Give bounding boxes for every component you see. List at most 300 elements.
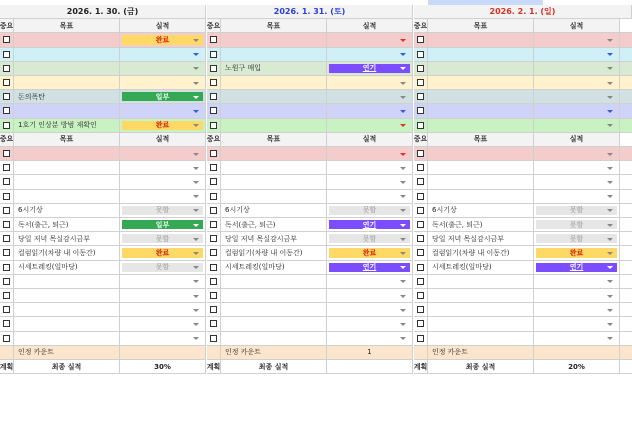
importance-cell (0, 317, 14, 330)
result-dropdown[interactable] (327, 161, 413, 174)
result-dropdown[interactable] (327, 175, 413, 188)
importance-checkbox[interactable] (417, 292, 424, 299)
importance-checkbox[interactable] (210, 122, 217, 129)
chevron-down-icon (607, 280, 613, 283)
goal-cell[interactable] (221, 147, 327, 160)
result-dropdown[interactable] (120, 289, 206, 302)
result-dropdown[interactable] (120, 332, 206, 345)
chevron-down-icon (400, 153, 406, 156)
importance-checkbox[interactable] (417, 306, 424, 313)
chevron-down-icon (400, 181, 406, 184)
importance-cell (0, 232, 14, 245)
goal-cell[interactable] (221, 261, 327, 274)
result-dropdown[interactable] (120, 62, 206, 75)
header-goal: 목표 (428, 19, 534, 32)
importance-cell (0, 161, 14, 174)
importance-checkbox[interactable] (417, 249, 424, 256)
importance-cell (0, 204, 14, 217)
goal-cell[interactable] (14, 90, 120, 103)
goal-row (207, 289, 413, 303)
goal-cell[interactable] (221, 161, 327, 174)
result-dropdown[interactable] (120, 48, 206, 61)
plan-label: 계획 (414, 360, 428, 373)
goal-cell[interactable] (221, 317, 327, 330)
importance-checkbox[interactable] (417, 93, 424, 100)
goal-row (0, 246, 206, 260)
importance-checkbox[interactable] (3, 164, 10, 171)
goal-cell[interactable] (428, 218, 534, 231)
importance-checkbox[interactable] (3, 320, 10, 327)
result-dropdown[interactable] (534, 332, 620, 345)
importance-checkbox[interactable] (3, 107, 10, 114)
importance-cell (414, 175, 428, 188)
chevron-down-icon (193, 110, 199, 113)
result-dropdown[interactable] (534, 62, 620, 75)
chevron-down-icon (607, 167, 613, 170)
importance-checkbox[interactable] (210, 235, 217, 242)
result-dropdown[interactable] (534, 275, 620, 288)
chevron-down-icon (607, 82, 613, 85)
importance-checkbox[interactable] (417, 335, 424, 342)
result-dropdown[interactable] (120, 119, 206, 132)
importance-checkbox[interactable] (417, 79, 424, 86)
goal-cell[interactable] (14, 261, 120, 274)
importance-checkbox[interactable] (3, 207, 10, 214)
goal-cell[interactable] (221, 275, 327, 288)
column-header-row (0, 19, 206, 33)
importance-checkbox[interactable] (3, 36, 10, 43)
goal-cell[interactable] (221, 204, 327, 217)
chevron-down-icon (400, 337, 406, 340)
importance-checkbox[interactable] (210, 164, 217, 171)
result-status-badge (329, 263, 410, 272)
goal-cell[interactable] (14, 204, 120, 217)
importance-checkbox[interactable] (210, 65, 217, 72)
goal-cell[interactable] (221, 104, 327, 117)
result-dropdown[interactable] (327, 33, 413, 46)
result-dropdown[interactable] (534, 33, 620, 46)
importance-cell (414, 261, 428, 274)
importance-checkbox[interactable] (417, 193, 424, 200)
chevron-down-icon (607, 323, 613, 326)
importance-checkbox[interactable] (3, 292, 10, 299)
goal-cell[interactable] (428, 161, 534, 174)
importance-checkbox[interactable] (210, 320, 217, 327)
result-text: 연기 (362, 64, 377, 73)
count-value (120, 346, 206, 359)
importance-cell (414, 246, 428, 259)
result-dropdown[interactable] (120, 33, 206, 46)
result-dropdown[interactable] (327, 90, 413, 103)
importance-cell (414, 204, 428, 217)
result-dropdown[interactable] (534, 317, 620, 330)
chevron-down-icon (193, 96, 199, 99)
importance-checkbox[interactable] (210, 278, 217, 285)
goal-row (414, 76, 632, 90)
goal-cell[interactable] (14, 119, 120, 132)
goal-cell[interactable] (14, 190, 120, 203)
goal-row (414, 175, 632, 189)
result-dropdown[interactable] (327, 147, 413, 160)
importance-checkbox[interactable] (417, 178, 424, 185)
goal-cell[interactable] (221, 119, 327, 132)
result-dropdown[interactable] (120, 104, 206, 117)
chevron-down-icon (193, 181, 199, 184)
result-dropdown[interactable] (534, 303, 620, 316)
result-dropdown[interactable] (534, 76, 620, 89)
count-row (0, 346, 206, 360)
result-dropdown[interactable] (120, 275, 206, 288)
goal-cell[interactable] (221, 62, 327, 75)
goal-cell[interactable] (428, 48, 534, 61)
result-dropdown[interactable] (120, 175, 206, 188)
result-text: 연기 (362, 263, 377, 272)
result-dropdown[interactable] (120, 317, 206, 330)
goal-row (207, 275, 413, 289)
result-dropdown[interactable] (534, 204, 620, 217)
final-result-row (0, 360, 206, 374)
importance-checkbox[interactable] (210, 249, 217, 256)
goal-cell[interactable] (428, 76, 534, 89)
result-dropdown[interactable] (327, 218, 413, 231)
result-dropdown[interactable] (327, 48, 413, 61)
result-dropdown[interactable] (534, 119, 620, 132)
result-dropdown[interactable] (327, 232, 413, 245)
importance-checkbox[interactable] (417, 221, 424, 228)
chevron-down-icon (400, 224, 406, 227)
importance-cell (207, 161, 221, 174)
importance-cell (414, 317, 428, 330)
goal-cell[interactable] (14, 175, 120, 188)
goal-row (0, 104, 206, 118)
result-status-badge (536, 206, 617, 215)
importance-checkbox[interactable] (3, 178, 10, 185)
result-dropdown[interactable] (534, 232, 620, 245)
goal-cell[interactable] (428, 332, 534, 345)
goal-row (207, 204, 413, 218)
goal-row (414, 90, 632, 104)
importance-cell (414, 190, 428, 203)
goal-cell[interactable] (14, 104, 120, 117)
result-dropdown[interactable] (327, 119, 413, 132)
importance-cell (207, 289, 221, 302)
goal-cell[interactable] (428, 261, 534, 274)
goal-text: 컬럼읽기(차량 내 이동간) (18, 248, 96, 257)
chevron-down-icon (400, 96, 406, 99)
goal-row (414, 317, 632, 331)
goal-row (207, 33, 413, 47)
goal-cell[interactable] (428, 119, 534, 132)
goal-row (0, 303, 206, 317)
importance-checkbox[interactable] (210, 193, 217, 200)
date-row (414, 5, 632, 19)
goal-cell[interactable] (14, 218, 120, 231)
result-text: 못함 (569, 234, 584, 243)
chevron-down-icon (607, 124, 613, 127)
result-dropdown[interactable] (534, 90, 620, 103)
goal-text: 독서(출근, 퇴근) (225, 220, 276, 229)
importance-checkbox[interactable] (210, 264, 217, 271)
final-label: 최종 실적 (221, 360, 327, 373)
goal-cell[interactable] (428, 232, 534, 245)
importance-checkbox[interactable] (3, 264, 10, 271)
goal-row (207, 119, 413, 133)
importance-checkbox[interactable] (210, 221, 217, 228)
result-dropdown[interactable] (534, 246, 620, 259)
goal-row (207, 261, 413, 275)
importance-checkbox[interactable] (417, 36, 424, 43)
result-dropdown[interactable] (327, 76, 413, 89)
importance-checkbox[interactable] (417, 122, 424, 129)
goal-cell[interactable] (428, 175, 534, 188)
goal-cell[interactable] (428, 204, 534, 217)
importance-cell (414, 62, 428, 75)
result-text: 못함 (155, 263, 170, 272)
result-dropdown[interactable] (327, 332, 413, 345)
chevron-down-icon (193, 153, 199, 156)
result-dropdown[interactable] (534, 147, 620, 160)
result-dropdown[interactable] (327, 289, 413, 302)
importance-checkbox[interactable] (210, 107, 217, 114)
count-label: 인정 카운트 (14, 346, 120, 359)
result-dropdown[interactable] (534, 261, 620, 274)
importance-checkbox[interactable] (417, 235, 424, 242)
count-spacer (207, 346, 221, 359)
chevron-down-icon (193, 39, 199, 42)
result-dropdown[interactable] (327, 317, 413, 330)
importance-checkbox[interactable] (210, 93, 217, 100)
goal-cell[interactable] (221, 48, 327, 61)
goal-cell[interactable] (14, 246, 120, 259)
goal-row (414, 246, 632, 260)
chevron-down-icon (400, 167, 406, 170)
importance-checkbox[interactable] (210, 79, 217, 86)
result-dropdown[interactable] (327, 190, 413, 203)
result-status-badge (536, 263, 617, 272)
goal-cell[interactable] (428, 317, 534, 330)
goal-cell[interactable] (14, 62, 120, 75)
goal-cell[interactable] (14, 317, 120, 330)
result-dropdown[interactable] (120, 218, 206, 231)
importance-checkbox[interactable] (417, 320, 424, 327)
goal-text: 당일 저녁 목실감시금부 (18, 234, 91, 243)
result-dropdown[interactable] (120, 90, 206, 103)
goal-cell[interactable] (428, 289, 534, 302)
importance-checkbox[interactable] (3, 235, 10, 242)
result-status-badge (122, 35, 203, 44)
result-dropdown[interactable] (120, 303, 206, 316)
chevron-down-icon (193, 252, 199, 255)
goal-cell[interactable] (14, 232, 120, 245)
chevron-down-icon (607, 110, 613, 113)
chevron-down-icon (607, 195, 613, 198)
result-dropdown[interactable] (120, 246, 206, 259)
importance-checkbox[interactable] (3, 306, 10, 313)
result-dropdown[interactable] (327, 261, 413, 274)
goal-cell[interactable] (14, 275, 120, 288)
goal-cell[interactable] (428, 62, 534, 75)
chevron-down-icon (193, 167, 199, 170)
result-dropdown[interactable] (534, 190, 620, 203)
goal-cell[interactable] (221, 246, 327, 259)
importance-checkbox[interactable] (3, 150, 10, 157)
goal-row (207, 161, 413, 175)
importance-checkbox[interactable] (210, 150, 217, 157)
importance-checkbox[interactable] (210, 292, 217, 299)
count-row (414, 346, 632, 360)
importance-checkbox[interactable] (3, 79, 10, 86)
importance-cell (0, 246, 14, 259)
goal-cell[interactable] (14, 289, 120, 302)
importance-cell (207, 317, 221, 330)
importance-checkbox[interactable] (3, 122, 10, 129)
header-importance: 중요 (414, 133, 428, 146)
importance-cell (207, 175, 221, 188)
result-status-badge (122, 248, 203, 257)
importance-checkbox[interactable] (417, 264, 424, 271)
importance-checkbox[interactable] (3, 51, 10, 58)
goal-cell[interactable] (428, 90, 534, 103)
goal-cell[interactable] (221, 232, 327, 245)
chevron-down-icon (400, 82, 406, 85)
importance-checkbox[interactable] (210, 335, 217, 342)
result-dropdown[interactable] (120, 190, 206, 203)
result-status-badge (329, 248, 410, 257)
goal-cell[interactable] (14, 332, 120, 345)
chevron-down-icon (193, 209, 199, 212)
goal-cell[interactable] (14, 76, 120, 89)
chevron-down-icon (607, 53, 613, 56)
goal-cell[interactable] (428, 246, 534, 259)
result-dropdown[interactable] (534, 218, 620, 231)
importance-checkbox[interactable] (210, 306, 217, 313)
result-dropdown[interactable] (327, 204, 413, 217)
chevron-down-icon (193, 295, 199, 298)
date-label: 2026. 1. 30. (금) (0, 5, 206, 18)
count-value (534, 346, 620, 359)
date-row (207, 5, 413, 19)
importance-checkbox[interactable] (210, 51, 217, 58)
goal-cell[interactable] (221, 190, 327, 203)
goal-cell[interactable] (221, 76, 327, 89)
goal-text: 당일 저녁 목실감시금부 (225, 234, 298, 243)
result-dropdown[interactable] (534, 289, 620, 302)
importance-cell (0, 332, 14, 345)
goal-cell[interactable] (14, 161, 120, 174)
header-goal: 목표 (14, 19, 120, 32)
result-dropdown[interactable] (120, 76, 206, 89)
importance-checkbox[interactable] (210, 178, 217, 185)
goal-row (414, 104, 632, 118)
importance-checkbox[interactable] (417, 107, 424, 114)
goal-cell[interactable] (221, 218, 327, 231)
goal-cell[interactable] (428, 147, 534, 160)
result-dropdown[interactable] (534, 48, 620, 61)
result-dropdown[interactable] (327, 62, 413, 75)
goal-cell[interactable] (221, 303, 327, 316)
goal-cell[interactable] (221, 175, 327, 188)
importance-checkbox[interactable] (3, 65, 10, 72)
goal-cell[interactable] (14, 303, 120, 316)
goal-cell[interactable] (14, 147, 120, 160)
header-result: 실적 (327, 19, 413, 32)
goal-row (207, 175, 413, 189)
result-dropdown[interactable] (120, 261, 206, 274)
result-dropdown[interactable] (327, 275, 413, 288)
goal-cell[interactable] (428, 104, 534, 117)
goal-cell[interactable] (221, 33, 327, 46)
result-dropdown[interactable] (534, 161, 620, 174)
goal-cell[interactable] (221, 90, 327, 103)
goal-row (0, 218, 206, 232)
chevron-down-icon (607, 224, 613, 227)
goal-cell[interactable] (221, 289, 327, 302)
result-dropdown[interactable] (120, 147, 206, 160)
importance-checkbox[interactable] (3, 249, 10, 256)
chevron-down-icon (400, 195, 406, 198)
chevron-down-icon (193, 337, 199, 340)
importance-cell (207, 190, 221, 203)
goal-row (207, 90, 413, 104)
result-dropdown[interactable] (327, 246, 413, 259)
result-dropdown[interactable] (120, 161, 206, 174)
result-dropdown[interactable] (534, 175, 620, 188)
result-text: 완료 (362, 248, 377, 257)
importance-checkbox[interactable] (3, 93, 10, 100)
goal-row (207, 317, 413, 331)
result-status-badge (122, 234, 203, 243)
importance-checkbox[interactable] (210, 207, 217, 214)
result-status-badge (329, 220, 410, 229)
goal-cell[interactable] (428, 33, 534, 46)
importance-cell (414, 76, 428, 89)
goal-row (414, 275, 632, 289)
goal-cell[interactable] (428, 275, 534, 288)
result-dropdown[interactable] (534, 104, 620, 117)
result-text: 못함 (362, 234, 377, 243)
date-label: 2026. 1. 31. (토) (207, 5, 413, 18)
importance-checkbox[interactable] (210, 36, 217, 43)
result-dropdown[interactable] (327, 104, 413, 117)
goal-cell[interactable] (221, 332, 327, 345)
goal-cell[interactable] (428, 190, 534, 203)
goal-cell[interactable] (428, 303, 534, 316)
importance-checkbox[interactable] (3, 193, 10, 200)
goal-row (414, 261, 632, 275)
importance-checkbox[interactable] (417, 65, 424, 72)
result-dropdown[interactable] (120, 232, 206, 245)
result-dropdown[interactable] (120, 204, 206, 217)
importance-cell (414, 90, 428, 103)
final-result-row (207, 360, 413, 374)
importance-checkbox[interactable] (3, 221, 10, 228)
result-status-badge (536, 220, 617, 229)
importance-checkbox[interactable] (417, 278, 424, 285)
importance-checkbox[interactable] (3, 278, 10, 285)
importance-checkbox[interactable] (417, 150, 424, 157)
result-dropdown[interactable] (327, 303, 413, 316)
importance-checkbox[interactable] (417, 207, 424, 214)
goal-text: 컬럼읽기(차량 내 이동간) (432, 248, 510, 257)
goal-cell[interactable] (14, 48, 120, 61)
goal-text: 독서(출근, 퇴근) (18, 220, 69, 229)
goal-cell[interactable] (14, 33, 120, 46)
importance-checkbox[interactable] (3, 335, 10, 342)
result-text: 연기 (362, 220, 377, 229)
importance-checkbox[interactable] (417, 51, 424, 58)
chevron-down-icon (400, 238, 406, 241)
importance-checkbox[interactable] (417, 164, 424, 171)
